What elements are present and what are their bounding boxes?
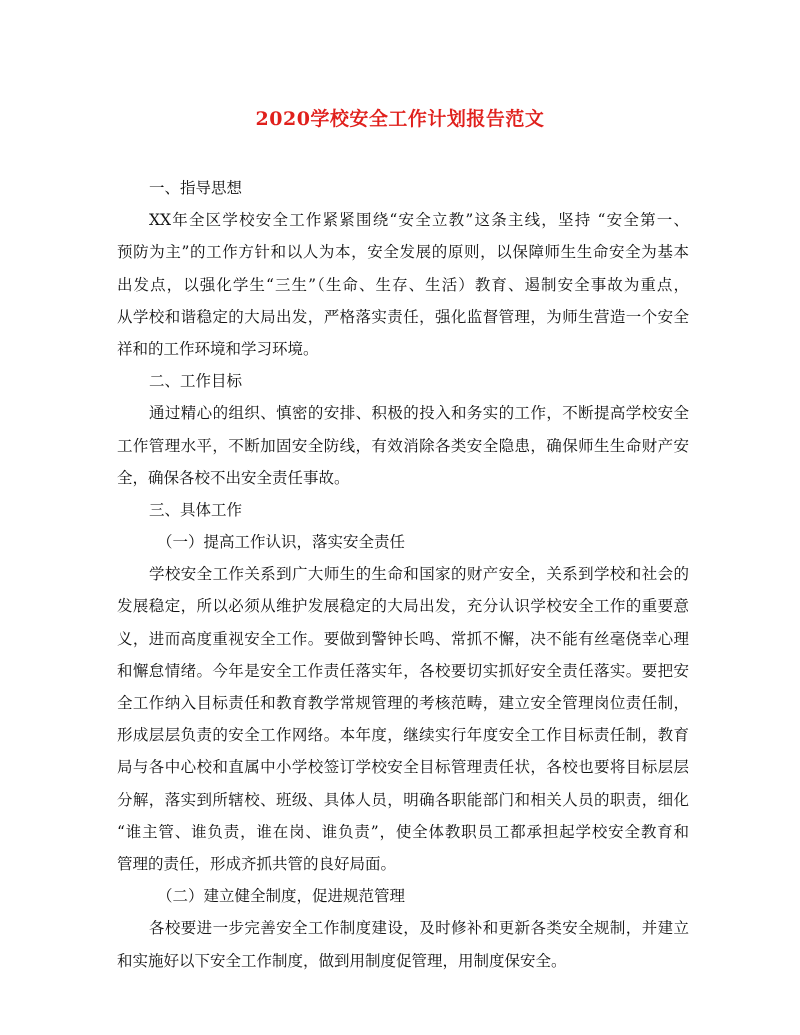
body-line: 学校安全工作关系到广大师生的生命和国家的财产安全，关系到学校和社会的 bbox=[149, 565, 689, 584]
body-line: “谁主管、谁负责，谁在岗、谁负责”，使全体教职员工都承担起学校安全教育和 bbox=[117, 822, 689, 841]
document-body bbox=[117, 172, 689, 977]
body-line: 义，进而高度重视安全工作。要做到警钟长鸣、常抓不懈，决不能有丝毫侥幸心理 bbox=[117, 629, 689, 648]
body-line: 形成层层负责的安全工作网络。本年度，继续实行年度安全工作目标责任制，教育 bbox=[117, 726, 689, 745]
body-line: 通过精心的组织、慎密的安排、积极的投入和务实的工作，不断提高学校安全 bbox=[149, 404, 689, 423]
body-line: （一）提高工作认识，落实安全责任 bbox=[157, 533, 406, 552]
body-line: 和懈怠情绪。今年是安全工作责任落实年，各校要切实抓好安全责任落实。要把安 bbox=[117, 661, 689, 680]
body-line: 管理的责任，形成齐抓共管的良好局面。 bbox=[117, 854, 397, 873]
body-line: 出发点，以强化学生“三生”（生命、生存、生活）教育、遏制安全事故为重点， bbox=[117, 275, 689, 294]
body-line: 工作管理水平，不断加固安全防线，有效消除各类安全隐患，确保师生生命财产安 bbox=[117, 436, 689, 455]
body-line: XX年全区学校安全工作紧紧围绕“安全立教”这条主线，坚持 “安全第一、 bbox=[149, 211, 689, 230]
body-line: 和实施好以下安全工作制度，做到用制度促管理，用制度保安全。 bbox=[117, 951, 567, 970]
body-line: 分解，落实到所辖校、班级、具体人员，明确各职能部门和相关人员的职责，细化 bbox=[117, 790, 689, 809]
document-title: 2020学校安全工作计划报告范文 bbox=[255, 108, 545, 130]
body-line: 从学校和谐稳定的大局出发，严格落实责任，强化监督管理，为师生营造一个安全 bbox=[117, 307, 689, 326]
body-line: 一、指导思想 bbox=[149, 179, 243, 197]
body-line: 二、工作目标 bbox=[149, 372, 243, 391]
body-line: 预防为主”的工作方针和以人为本，安全发展的原则，以保障师生生命安全为基本 bbox=[117, 243, 689, 262]
body-line: 全，确保各校不出安全责任事故。 bbox=[117, 468, 350, 487]
body-line: 局与各中心校和直属中小学校签订学校安全目标管理责任状，各校也要将目标层层 bbox=[117, 758, 689, 777]
body-line: （二）建立健全制度，促进规范管理 bbox=[157, 887, 406, 906]
body-line: 全工作纳入目标责任和教育教学常规管理的考核范畴，建立安全管理岗位责任制， bbox=[117, 694, 689, 712]
body-line: 祥和的工作环境和学习环境。 bbox=[117, 339, 319, 358]
body-line: 发展稳定，所以必须从维护发展稳定的大局出发，充分认识学校安全工作的重要意 bbox=[117, 597, 689, 616]
body-line: 各校要进一步完善安全工作制度建设，及时修补和更新各类安全规制，并建立 bbox=[149, 919, 689, 938]
body-line: 三、具体工作 bbox=[149, 500, 243, 519]
